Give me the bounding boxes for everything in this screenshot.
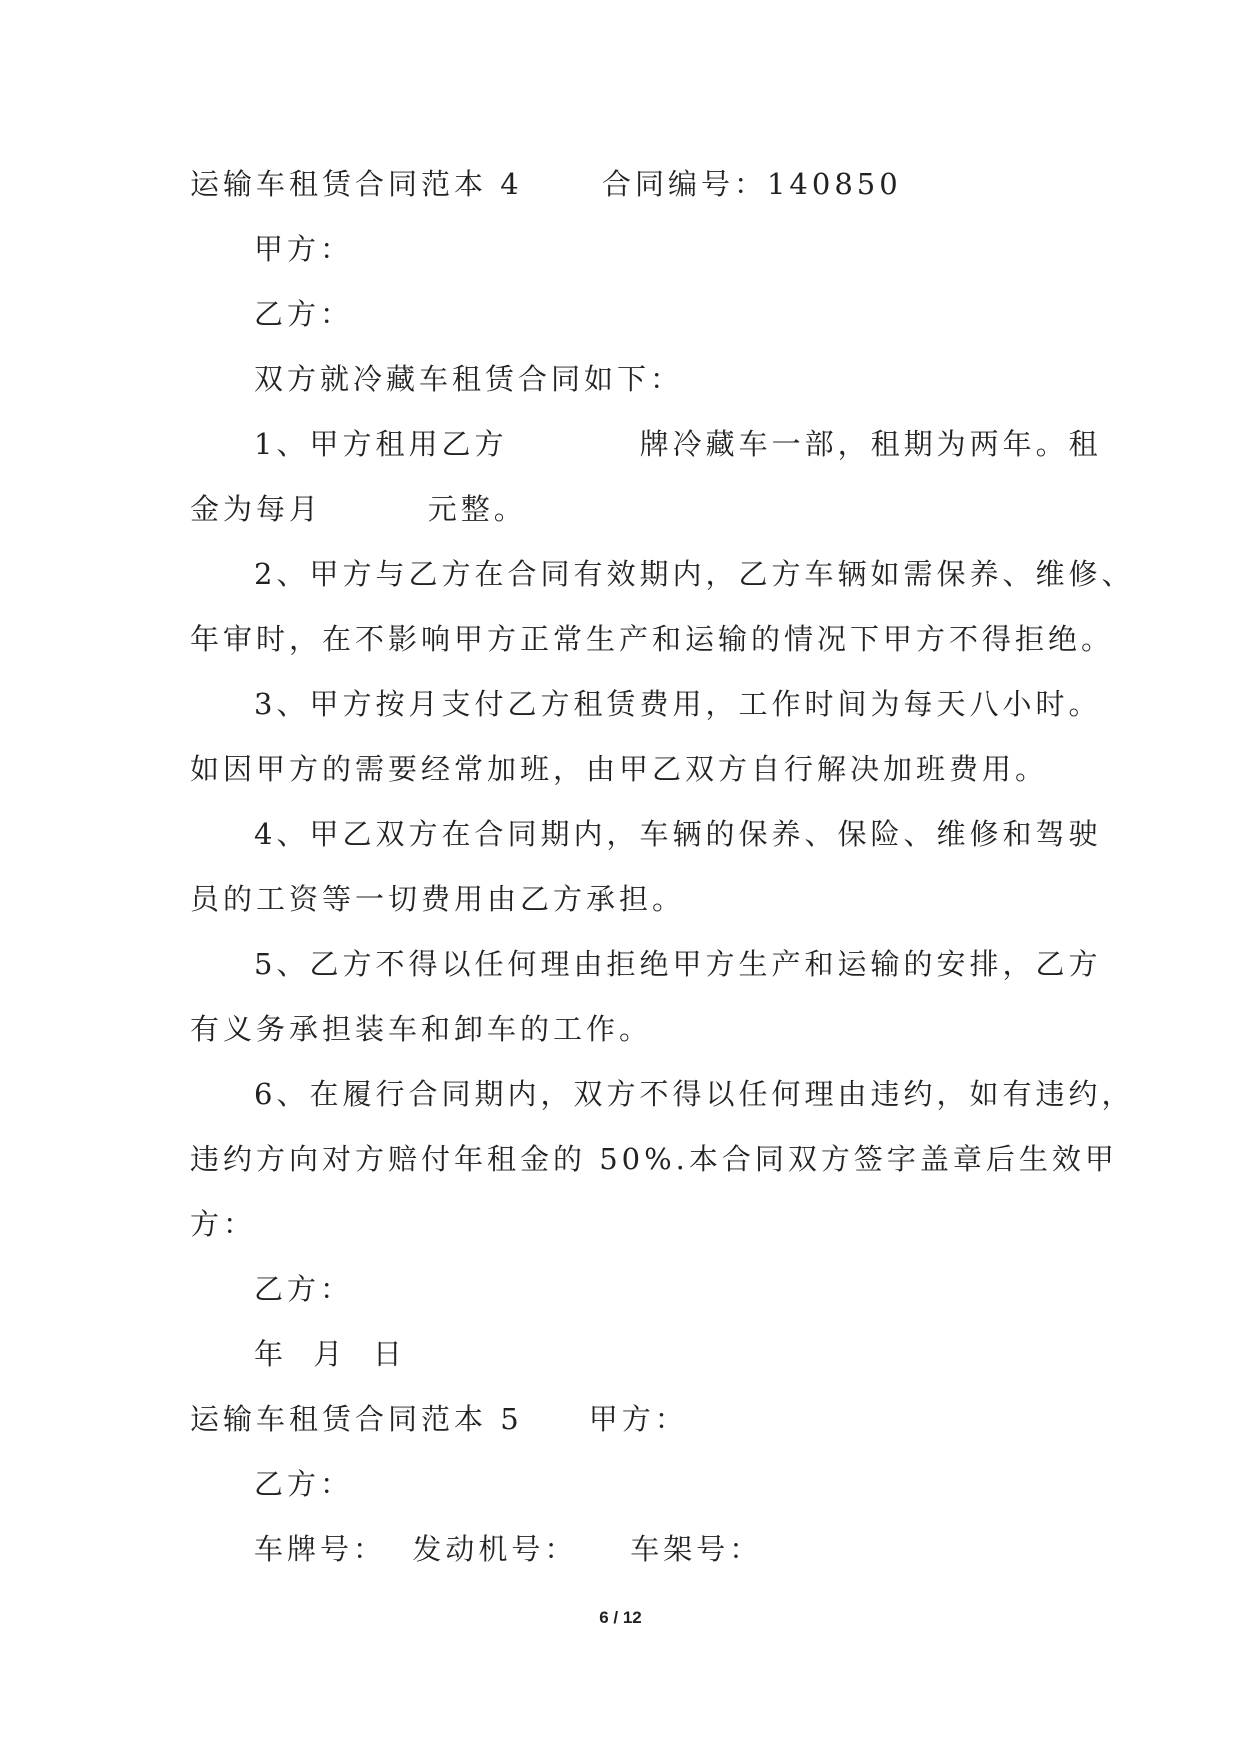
vehicle-info-line: 车牌号： 发动机号： 车架号： [254, 1532, 763, 1566]
clause-2-line-1: 2、甲方与乙方在合同有效期内，乙方车辆如需保养、维修、 [254, 557, 1135, 591]
intro-line: 双方就冷藏车租赁合同如下： [254, 362, 684, 396]
clause-2-line-2: 年审时，在不影响甲方正常生产和运输的情况下甲方不得拒绝。 [190, 622, 1115, 656]
clause-6-line-3: 方： [190, 1207, 257, 1241]
contract-5-party-b: 乙方： [254, 1467, 354, 1501]
clause-4-line-1: 4、甲乙双方在合同期内，车辆的保养、保险、维修和驾驶 [254, 817, 1102, 851]
page-number: 6 / 12 [599, 1608, 642, 1627]
clause-4-line-2: 员的工资等一切费用由乙方承担。 [190, 882, 686, 916]
clause-3-line-2: 如因甲方的需要经常加班，由甲乙双方自行解决加班费用。 [190, 752, 1049, 786]
contract-5-title-line: 运输车租赁合同范本 5 甲方： [190, 1402, 688, 1436]
clause-1-line-1: 1、甲方租用乙方 牌冷藏车一部，租期为两年。租 [254, 427, 1102, 461]
clause-6-line-2: 违约方向对方赔付年租金的 50%.本合同双方签字盖章后生效甲 [190, 1142, 1118, 1176]
clause-5-line-2: 有义务承担装车和卸车的工作。 [190, 1012, 653, 1046]
clause-6-line-1: 6、在履行合同期内，双方不得以任何理由违约，如有违约， [254, 1077, 1135, 1111]
clause-5-line-1: 5、乙方不得以任何理由拒绝甲方生产和运输的安排，乙方 [254, 947, 1102, 981]
party-b-line: 乙方： [254, 297, 354, 331]
contract-4-title-line: 运输车租赁合同范本 4 合同编号：140850 [190, 167, 902, 201]
party-a-line: 甲方： [254, 232, 354, 266]
signature-party-b: 乙方： [254, 1272, 354, 1306]
clause-1-line-2: 金为每月 元整。 [190, 492, 527, 526]
clause-3-line-1: 3、甲方按月支付乙方租赁费用，工作时间为每天八小时。 [254, 687, 1102, 721]
signature-date: 年 月 日 [254, 1337, 406, 1371]
